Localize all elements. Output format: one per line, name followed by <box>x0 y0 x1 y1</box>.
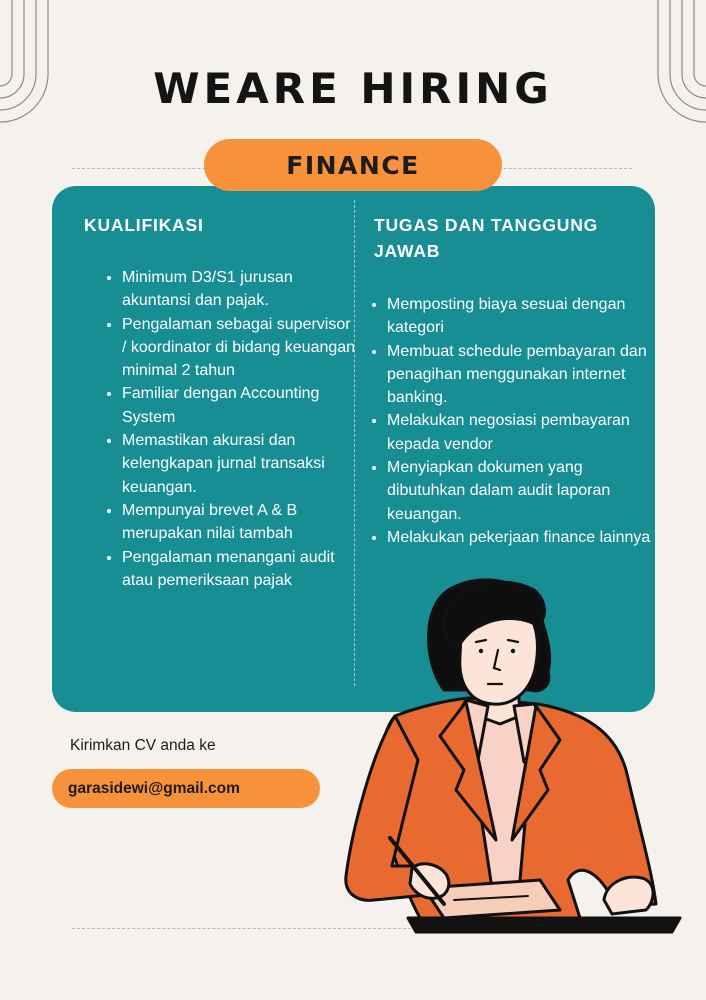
list-item: • Minimum D3/S1 jurusan akuntansi dan pajak. <box>122 266 358 313</box>
list-item: • Pengalaman sebagai supervisor / koordinator di bidang keuangan minimal 2 tahun <box>122 313 358 383</box>
list-item: • Memastikan akurasi dan kelengkapan jurnal transaksi keuangan. <box>122 429 358 499</box>
position-label: FINANCE <box>286 150 420 180</box>
email-address: garasidewi@gmail.com <box>68 779 240 797</box>
list-item: • Familiar dengan Accounting System <box>122 382 358 429</box>
duties-heading: TUGAS DAN TANGGUNG JAWAB <box>374 215 599 261</box>
list-item: • Memposting biaya sesuai dengan kategori <box>387 293 655 340</box>
page-title: WEARE HIRING <box>153 64 553 113</box>
list-item: • Menyiapkan dokumen yang dibutuhkan dalam audit laporan keuangan. <box>387 456 655 526</box>
cv-prompt: Kirimkan CV anda ke <box>70 737 216 754</box>
list-item: • Melakukan negosiasi pembayaran kepada vendor <box>387 409 655 456</box>
list-item: • Melakukan pekerjaan finance lainnya <box>387 526 655 549</box>
list-item: • Pengalaman menangani audit atau pemeriksaan pajak <box>122 546 358 593</box>
list-item: • Membuat schedule pembayaran dan penagihan menggunakan internet banking. <box>387 340 655 410</box>
qualifications-heading: KUALIFIKASI <box>84 215 204 235</box>
list-item: • Mempunyai brevet A & B merupakan nilai tambah <box>122 499 358 546</box>
